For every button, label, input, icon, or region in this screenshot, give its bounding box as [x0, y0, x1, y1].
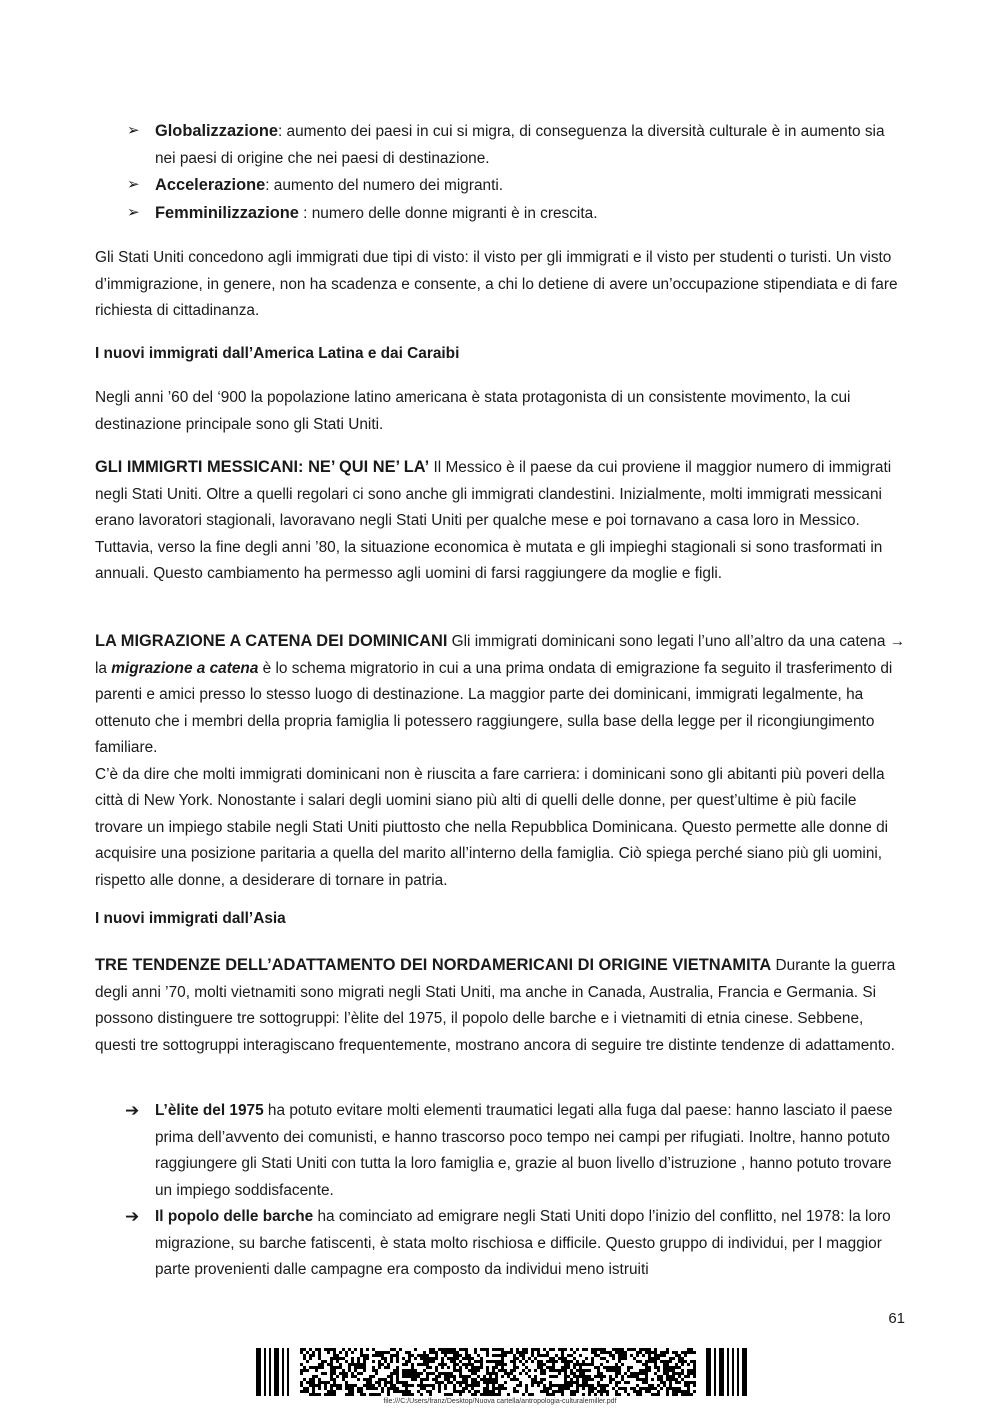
- list-item: [95, 1204, 907, 1284]
- bullet-text: : aumento del numero dei migranti.: [265, 177, 504, 194]
- paragraph-text: Il Messico è il paese da cui proviene il maggior numero di immigrati negli Stati Uniti. Oltre a quelli regolari ci sono anche gli immigrati clandestini. Inizialmente, molti immigrati messicani erano lavoratori stagionali, lavoravano negli Stati Uniti per qualche mese e poi tornavano a casa loro in Messico. Tuttavia, verso la fine degli anni ’80, la situazione economica è mutata e gli impieghi stagionali si sono trasformati in annuali. Questo cambiamento ha permesso agli uomini di farsi raggiungere da moglie e figli.: [95, 459, 892, 582]
- footer-file-path: file:///C:/Users/franz/Desktop/Nuova cartella/antropologia-culturalemiller.pdf: [383, 1398, 617, 1405]
- section-heading: I nuovi immigrati dall’Asia: [95, 910, 286, 927]
- paragraph-text: Gli immigrati dominicani sono legati l’uno all’altro da una catena: [447, 633, 890, 650]
- right-arrow-bullet-icon: ➔: [125, 1101, 140, 1120]
- paragraph-text: la: [95, 659, 112, 677]
- paragraph-text: è lo schema migratorio in cui a una prima ondata di emigrazione fa seguito il trasferimento di parenti e amici presso lo stesso luogo di destinazione. La maggior parte dei dominicani, immigrati legalmente, ha ottenuto che i membri della propria famiglia li potessero raggiungere, sulla base della legge per il ricongiungimento familiare.: [95, 659, 893, 756]
- bullet-term: L’èlite del 1975: [155, 1102, 264, 1119]
- right-arrow-icon: →: [889, 633, 906, 650]
- arrowhead-bullet-icon: ➢: [127, 203, 140, 221]
- list-item: [95, 200, 907, 228]
- bullet-list-trends: [95, 118, 907, 227]
- paragraph-text: Durante la guerra degli anni ’70, molti vietnamiti sono migrati negli Stati Uniti, ma anche in Canada, Australia, Francia e Germania. Si possono distinguere tre sottogruppi: l’èlite del 1975, il popolo delle barche e i vietnamiti di etnia cinese. Sebbene, questi tre sottogruppi interagiscano frequentemente, mostrano ancora di seguire tre distinte tendenze di adattamento.: [95, 957, 896, 1054]
- paragraph-visto: [95, 245, 907, 325]
- arrowhead-bullet-icon: ➢: [127, 176, 140, 193]
- bullet-term: Globalizzazione: [155, 122, 278, 140]
- bullet-list-vietnam: [95, 1098, 907, 1284]
- list-item: [95, 172, 907, 200]
- paragraph-anni60: [95, 385, 907, 438]
- list-item: [95, 1098, 907, 1204]
- list-item: [95, 118, 907, 172]
- subsection-title: GLI IMMIGRTI MESSICANI: NE’ QUI NE’ LA’: [95, 458, 430, 476]
- paragraph-text: C’è da dire che molti immigrati dominicani non è riuscita a fare carriera: i dominicani sono gli abitanti più poveri della città di New York. Nonostante i salari degli uomini siano più alti di quelli delle donne, per quest’ultime è più facile trovare un impiego stabile negli Stati Uniti piuttosto che nella Repubblica Dominicana. Questo permette alle donne di acquisire una posizione paritaria a quella del marito all’interno della famiglia. Ciò spiega perché siano più gli uomini, rispetto alle donne, a desiderare di tornare in patria.: [95, 765, 889, 889]
- bullet-text: : numero delle donne migranti è in crescita.: [298, 204, 598, 222]
- bullet-term: Femminilizzazione: [155, 203, 299, 222]
- paragraph-text: Negli anni ’60 del ‘900 la popolazione latino americana è stata protagonista di un consistente movimento, la cui destinazione principale sono gli Stati Uniti.: [95, 389, 851, 433]
- bullet-text: ha cominciato ad emigrare negli Stati Uniti dopo l’inizio del conflitto, nel 1978: la loro migrazione, su barche fatiscenti, è stata molto rischiosa e difficile. Questo gruppo di individui, per l maggior parte provenienti dalle campagne era composto da individui meno istruiti: [155, 1208, 891, 1278]
- paragraph-dominicani: [95, 628, 907, 894]
- bullet-text: ha potuto evitare molti elementi traumatici legati alla fuga dal paese: hanno lasciato il paese prima dell’avvento dei comunisti, e hanno trascorso poco tempo nei campi per rifugiati. Inoltre, hanno potuto raggiungere gli Stati Uniti con tutta la loro famiglia e, grazie al buon livello d’istruzione , hanno potuto trovare un impiego soddisfacente.: [155, 1102, 893, 1199]
- subsection-title: TRE TENDENZE DELL’ADATTAMENTO DEI NORDAMERICANI DI ORIGINE VIETNAMITA: [95, 956, 772, 974]
- right-arrow-bullet-icon: ➔: [125, 1207, 140, 1226]
- section-heading-america: [95, 341, 907, 368]
- barcode-icon: [256, 1348, 752, 1396]
- paragraph-messicani: [95, 454, 907, 588]
- section-heading-asia: [95, 906, 907, 933]
- bullet-term: Il popolo delle barche: [155, 1208, 314, 1225]
- subsection-title: LA MIGRAZIONE A CATENA DEI DOMINICANI: [95, 632, 448, 650]
- highlighted-term: migrazione a catena: [111, 659, 259, 677]
- paragraph-vietnam: [95, 952, 907, 1059]
- section-heading: I nuovi immigrati dall’America Latina e dai Caraibi: [95, 345, 460, 362]
- arrowhead-bullet-icon: ➢: [127, 122, 140, 139]
- page-number: 61: [888, 1310, 905, 1327]
- paragraph-text: Gli Stati Uniti concedono agli immigrati due tipi di visto: il visto per gli immigrati e il visto per studenti o turisti. Un visto d’immigrazione, in genere, non ha scadenza e consente, a chi lo detiene di avere un’occupazione stipendiata e di fare richiesta di cittadinanza.: [95, 249, 898, 319]
- bullet-term: Accelerazione: [155, 176, 266, 194]
- bullet-text: : aumento dei paesi in cui si migra, di conseguenza la diversità culturale è in aumento sia nei paesi di origine che nei paesi di destinazione.: [155, 123, 885, 167]
